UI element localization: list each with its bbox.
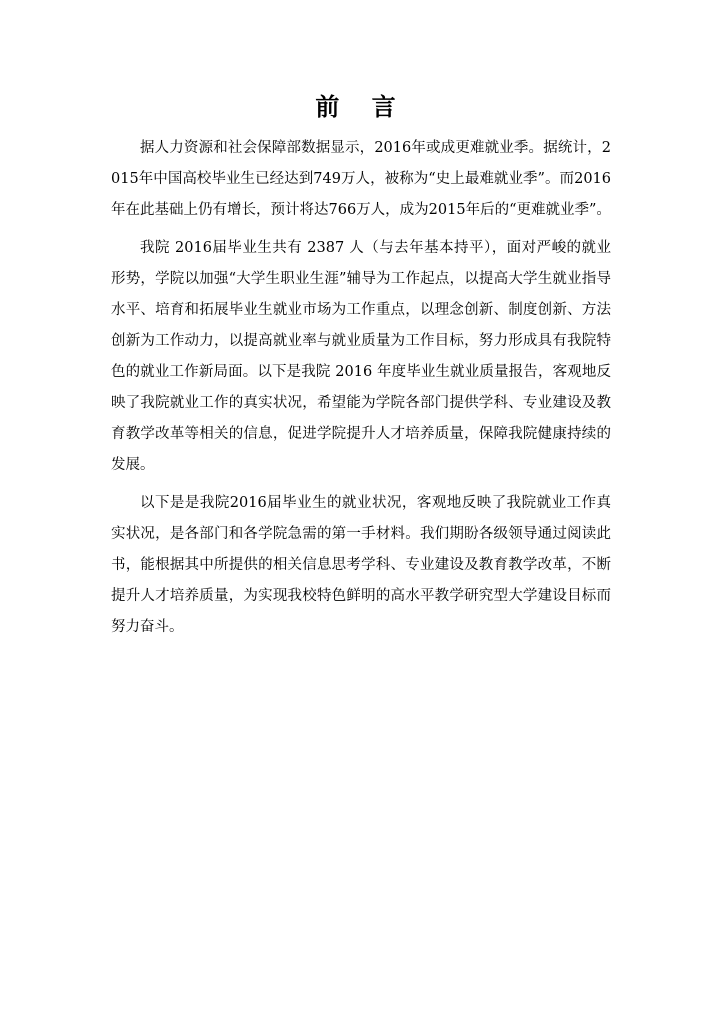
- paragraph-2: 我院 2016届毕业生共有 2387 人（与去年基本持平），面对严峻的就业形势，学院以加强“大学生职业生涯”辅导为工作起点，以提高大学生就业指导水平、培育和拓展毕业生就业市场为工作重点，以理念创新、制度创新、方法创新为工作动力，以提高就业率与就业质量为工作目标，努力形成具有我院特色的就业工作新局面。以下是我院 2016 年度毕业生就业质量报告，客观地反映了我院就业工作的真实状况，希望能为学院各部门提供学科、专业建设及教育教学改革等相关的信息，促进学院提升人才培养质量，保障我院健康持续的发展。: [111, 240, 611, 473]
- paragraph-3: 以下是是我院2016届毕业生的就业状况，客观地反映了我院就业工作真实状况，是各部门和各学院急需的第一手材料。我们期盼各级领导通过阅读此书，能根据其中所提供的相关信息思考学科、专业建设及教育教学改革，不断提升人才培养质量，为实现我校特色鲜明的高水平教学研究型大学建设目标而努力奋斗。: [111, 495, 611, 635]
- page-title: 前 言: [315, 93, 408, 121]
- paragraph-1: 据人力资源和社会保障部数据显示，2016年或成更难就业季。据统计，2015年中国高校毕业生已经达到749万人，被称为“史上最难就业季”。而2016年在此基础上仍有增长，预计将达766万人，成为2015年后的“更难就业季”。: [111, 140, 611, 218]
- preface-body: [111, 133, 611, 643]
